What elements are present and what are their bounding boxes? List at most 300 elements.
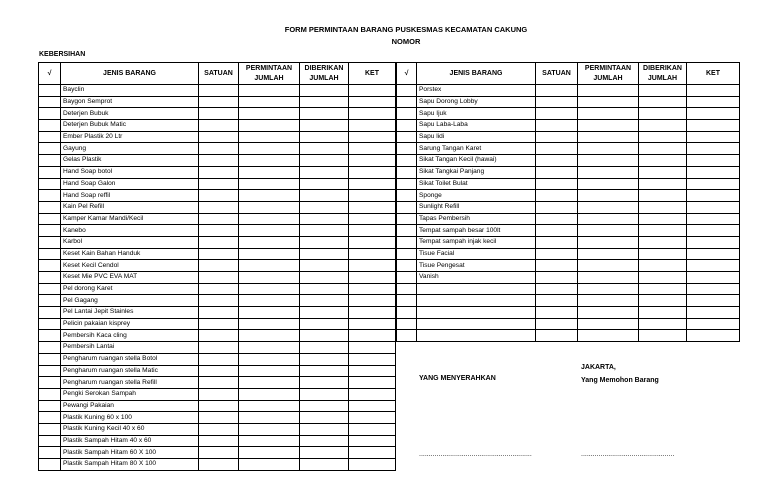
request-qty-cell bbox=[239, 459, 300, 471]
request-qty-cell bbox=[578, 307, 639, 319]
check-cell bbox=[39, 248, 61, 260]
unit-cell bbox=[536, 283, 578, 295]
unit-cell bbox=[199, 307, 239, 319]
request-qty-cell bbox=[578, 120, 639, 132]
given-qty-cell bbox=[300, 260, 349, 272]
given-header-line2: JUMLAH bbox=[647, 74, 678, 82]
note-cell bbox=[687, 201, 740, 213]
item-name: Keset Mie PVC EVA MAT bbox=[61, 272, 199, 284]
note-cell bbox=[687, 213, 740, 225]
request-qty-cell bbox=[239, 225, 300, 237]
request-qty-cell bbox=[239, 423, 300, 435]
item-name: Sikat Tangkai Panjang bbox=[417, 166, 536, 178]
request-qty-cell bbox=[578, 85, 639, 97]
table-row bbox=[397, 318, 740, 330]
item-name: Kanebo bbox=[61, 225, 199, 237]
given-qty-cell bbox=[300, 131, 349, 143]
table-row bbox=[397, 155, 740, 167]
item-name: Keset Kain Bahan Handuk bbox=[61, 248, 199, 260]
note-cell bbox=[349, 166, 396, 178]
request-qty-cell bbox=[578, 213, 639, 225]
request-qty-cell bbox=[239, 108, 300, 120]
unit-cell bbox=[199, 330, 239, 342]
table-row bbox=[397, 307, 740, 319]
note-cell bbox=[687, 96, 740, 108]
item-name: Hand Soap botol bbox=[61, 166, 199, 178]
item-name: Pembersih Lantai bbox=[61, 342, 199, 354]
unit-cell bbox=[199, 178, 239, 190]
item-name: Tempat sampah injak kecil bbox=[417, 236, 536, 248]
unit-cell bbox=[199, 260, 239, 272]
unit-cell bbox=[536, 272, 578, 284]
note-cell bbox=[349, 307, 396, 319]
table-row bbox=[39, 131, 396, 143]
note-cell bbox=[349, 330, 396, 342]
given-qty-cell bbox=[300, 120, 349, 132]
item-name: Pengharum ruangan stella Refill bbox=[61, 377, 199, 389]
note-cell bbox=[349, 423, 396, 435]
unit-cell bbox=[199, 213, 239, 225]
given-qty-cell bbox=[300, 143, 349, 155]
note-cell bbox=[687, 155, 740, 167]
table-row bbox=[39, 236, 396, 248]
given-qty-cell bbox=[300, 225, 349, 237]
table-row bbox=[397, 131, 740, 143]
request-qty-cell bbox=[578, 96, 639, 108]
item-name: Pewangi Pakaian bbox=[61, 400, 199, 412]
unit-cell bbox=[199, 120, 239, 132]
check-cell bbox=[39, 178, 61, 190]
given-qty-cell bbox=[300, 307, 349, 319]
note-cell bbox=[349, 155, 396, 167]
note-cell bbox=[349, 248, 396, 260]
note-cell bbox=[349, 365, 396, 377]
giver-signature-line: .......................................................... bbox=[419, 451, 532, 458]
given-qty-cell bbox=[300, 342, 349, 354]
unit-cell bbox=[199, 166, 239, 178]
unit-cell bbox=[199, 190, 239, 202]
note-cell bbox=[349, 120, 396, 132]
request-qty-cell bbox=[239, 412, 300, 424]
request-header-line1: PERMINTAAN bbox=[245, 64, 293, 72]
given-qty-cell bbox=[300, 190, 349, 202]
item-name: Kain Pel Refill bbox=[61, 201, 199, 213]
place-label: JAKARTA, bbox=[581, 364, 616, 371]
table-row bbox=[39, 295, 396, 307]
check-cell bbox=[39, 283, 61, 295]
unit-cell bbox=[536, 201, 578, 213]
note-cell bbox=[687, 295, 740, 307]
given-qty-cell bbox=[639, 190, 687, 202]
note-cell bbox=[687, 225, 740, 237]
item-name: Pel dorong Karet bbox=[61, 283, 199, 295]
unit-cell bbox=[199, 353, 239, 365]
request-qty-cell bbox=[239, 388, 300, 400]
check-cell bbox=[39, 377, 61, 389]
check-cell bbox=[39, 190, 61, 202]
item-name: Sikat Tangan Kecil (hawai) bbox=[417, 155, 536, 167]
request-qty-cell bbox=[239, 353, 300, 365]
check-cell bbox=[397, 96, 417, 108]
item-name: Tapas Pembersih bbox=[417, 213, 536, 225]
item-name: Hand Soap Galon bbox=[61, 178, 199, 190]
note-cell bbox=[349, 447, 396, 459]
table-row bbox=[397, 260, 740, 272]
note-cell bbox=[687, 260, 740, 272]
given-qty-cell bbox=[300, 236, 349, 248]
given-qty-cell bbox=[639, 178, 687, 190]
item-name bbox=[417, 307, 536, 319]
unit-cell bbox=[199, 248, 239, 260]
unit-cell bbox=[199, 435, 239, 447]
note-cell bbox=[349, 260, 396, 272]
given-qty-cell bbox=[300, 178, 349, 190]
item-name: Plastik Sampah Hitam 60 X 100 bbox=[61, 447, 199, 459]
request-qty-cell bbox=[239, 365, 300, 377]
table-row bbox=[39, 190, 396, 202]
check-cell bbox=[39, 120, 61, 132]
check-cell bbox=[397, 190, 417, 202]
check-cell bbox=[397, 295, 417, 307]
item-name: Deterjen Bubuk Matic bbox=[61, 120, 199, 132]
item-name: Sarung Tangan Karet bbox=[417, 143, 536, 155]
given-qty-cell bbox=[300, 108, 349, 120]
given-qty-cell bbox=[300, 295, 349, 307]
item-name: Pel Gagang bbox=[61, 295, 199, 307]
table-row bbox=[397, 108, 740, 120]
request-qty-cell bbox=[239, 342, 300, 354]
note-cell bbox=[349, 213, 396, 225]
item-name: Tempat sampah besar 100lt bbox=[417, 225, 536, 237]
request-qty-cell bbox=[578, 131, 639, 143]
unit-cell bbox=[536, 260, 578, 272]
given-qty-cell bbox=[300, 377, 349, 389]
given-qty-cell bbox=[639, 155, 687, 167]
table-row bbox=[39, 166, 396, 178]
request-qty-cell bbox=[239, 248, 300, 260]
request-qty-cell bbox=[239, 201, 300, 213]
item-name: Plastik Kuning 60 x 100 bbox=[61, 412, 199, 424]
given-qty-cell bbox=[639, 96, 687, 108]
given-qty-cell bbox=[639, 108, 687, 120]
unit-cell bbox=[199, 272, 239, 284]
table-row bbox=[397, 166, 740, 178]
request-qty-cell bbox=[239, 131, 300, 143]
unit-cell bbox=[199, 318, 239, 330]
check-cell bbox=[39, 365, 61, 377]
item-name: Pengharum ruangan stella Botol bbox=[61, 353, 199, 365]
table-row bbox=[39, 283, 396, 295]
check-cell bbox=[39, 166, 61, 178]
item-name bbox=[417, 318, 536, 330]
request-qty-cell bbox=[578, 201, 639, 213]
check-cell bbox=[39, 96, 61, 108]
request-qty-cell bbox=[239, 85, 300, 97]
request-qty-cell bbox=[578, 272, 639, 284]
unit-cell bbox=[199, 388, 239, 400]
unit-cell bbox=[536, 225, 578, 237]
request-qty-cell bbox=[239, 155, 300, 167]
given-qty-cell bbox=[639, 330, 687, 342]
table-row bbox=[39, 412, 396, 424]
request-qty-cell bbox=[239, 213, 300, 225]
request-qty-cell bbox=[239, 377, 300, 389]
unit-cell bbox=[199, 108, 239, 120]
request-qty-cell bbox=[578, 248, 639, 260]
note-cell bbox=[687, 272, 740, 284]
given-qty-cell bbox=[639, 85, 687, 97]
check-cell bbox=[39, 435, 61, 447]
unit-cell bbox=[536, 178, 578, 190]
unit-cell bbox=[199, 400, 239, 412]
note-cell bbox=[349, 342, 396, 354]
check-header: √ bbox=[397, 63, 417, 85]
note-header: KET bbox=[349, 63, 396, 85]
note-cell bbox=[349, 108, 396, 120]
given-qty-cell bbox=[300, 318, 349, 330]
request-qty-cell bbox=[578, 260, 639, 272]
given-qty-cell bbox=[300, 330, 349, 342]
unit-cell bbox=[536, 108, 578, 120]
unit-cell bbox=[199, 295, 239, 307]
note-cell bbox=[687, 108, 740, 120]
table-row bbox=[39, 96, 396, 108]
item-name: Pengharum ruangan stella Matic bbox=[61, 365, 199, 377]
given-qty-cell bbox=[300, 353, 349, 365]
item-header: JENIS BARANG bbox=[417, 63, 536, 85]
item-header: JENIS BARANG bbox=[61, 63, 199, 85]
given-qty-cell bbox=[300, 213, 349, 225]
check-cell bbox=[39, 131, 61, 143]
check-cell bbox=[39, 201, 61, 213]
request-qty-cell bbox=[239, 143, 300, 155]
form-number-label: NOMOR bbox=[391, 37, 421, 46]
check-cell bbox=[397, 236, 417, 248]
item-name: Gayung bbox=[61, 143, 199, 155]
table-row bbox=[39, 318, 396, 330]
unit-cell bbox=[199, 342, 239, 354]
item-name: Tisue Pengesat bbox=[417, 260, 536, 272]
item-name: Sapu Ijuk bbox=[417, 108, 536, 120]
table-row bbox=[397, 96, 740, 108]
note-cell bbox=[687, 330, 740, 342]
check-cell bbox=[397, 131, 417, 143]
item-name: Pel Lantai Jepit Stainles bbox=[61, 307, 199, 319]
unit-cell bbox=[199, 459, 239, 471]
table-row bbox=[39, 447, 396, 459]
request-qty-cell bbox=[239, 120, 300, 132]
check-cell bbox=[39, 236, 61, 248]
request-qty-cell bbox=[578, 283, 639, 295]
request-qty-cell bbox=[578, 330, 639, 342]
table-row bbox=[39, 120, 396, 132]
unit-cell bbox=[199, 377, 239, 389]
given-header-line1: DIBERIKAN bbox=[643, 64, 682, 72]
note-cell bbox=[349, 318, 396, 330]
item-name bbox=[417, 330, 536, 342]
unit-cell bbox=[536, 85, 578, 97]
check-cell bbox=[39, 330, 61, 342]
request-qty-cell bbox=[239, 318, 300, 330]
request-qty-cell bbox=[578, 166, 639, 178]
request-qty-cell bbox=[239, 447, 300, 459]
note-cell bbox=[687, 190, 740, 202]
check-cell bbox=[39, 260, 61, 272]
note-cell bbox=[349, 236, 396, 248]
request-qty-cell bbox=[239, 260, 300, 272]
item-name: Kamper Kamar Mandi/Kecil bbox=[61, 213, 199, 225]
note-cell bbox=[349, 283, 396, 295]
item-name: Karbol bbox=[61, 236, 199, 248]
check-cell bbox=[39, 213, 61, 225]
request-qty-cell bbox=[578, 295, 639, 307]
table-row bbox=[39, 423, 396, 435]
request-qty-cell bbox=[239, 330, 300, 342]
given-qty-cell bbox=[639, 283, 687, 295]
unit-cell bbox=[199, 412, 239, 424]
given-qty-cell bbox=[300, 283, 349, 295]
item-name: Sponge bbox=[417, 190, 536, 202]
given-header bbox=[300, 63, 349, 85]
table-row bbox=[39, 377, 396, 389]
note-cell bbox=[349, 201, 396, 213]
given-qty-cell bbox=[300, 459, 349, 471]
unit-cell bbox=[536, 120, 578, 132]
check-cell bbox=[39, 155, 61, 167]
item-name: Deterjen Bubuk bbox=[61, 108, 199, 120]
unit-cell bbox=[199, 85, 239, 97]
item-name bbox=[417, 295, 536, 307]
item-name: Sapu lidi bbox=[417, 131, 536, 143]
request-qty-cell bbox=[239, 272, 300, 284]
unit-cell bbox=[536, 330, 578, 342]
given-qty-cell bbox=[639, 236, 687, 248]
table-row bbox=[39, 143, 396, 155]
note-cell bbox=[349, 435, 396, 447]
check-cell bbox=[397, 201, 417, 213]
table-row bbox=[39, 85, 396, 97]
check-cell bbox=[39, 143, 61, 155]
table-row bbox=[397, 272, 740, 284]
given-qty-cell bbox=[639, 143, 687, 155]
check-cell bbox=[397, 283, 417, 295]
unit-header: SATUAN bbox=[199, 63, 239, 85]
unit-cell bbox=[536, 143, 578, 155]
item-name: Plastik Sampah Hitam 40 x 60 bbox=[61, 435, 199, 447]
table-row bbox=[39, 272, 396, 284]
table-row bbox=[397, 190, 740, 202]
given-qty-cell bbox=[639, 225, 687, 237]
table-row bbox=[397, 225, 740, 237]
table-row bbox=[39, 342, 396, 354]
check-cell bbox=[397, 85, 417, 97]
note-cell bbox=[349, 178, 396, 190]
table-row bbox=[397, 85, 740, 97]
request-qty-cell bbox=[239, 400, 300, 412]
check-cell bbox=[39, 400, 61, 412]
item-name: Bayclin bbox=[61, 85, 199, 97]
given-qty-cell bbox=[300, 272, 349, 284]
request-qty-cell bbox=[239, 295, 300, 307]
note-cell bbox=[349, 353, 396, 365]
item-name: Sunlight Refill bbox=[417, 201, 536, 213]
note-cell bbox=[687, 318, 740, 330]
check-cell bbox=[397, 318, 417, 330]
request-qty-cell bbox=[239, 435, 300, 447]
check-cell bbox=[39, 388, 61, 400]
request-qty-cell bbox=[239, 283, 300, 295]
given-header-line2: JUMLAH bbox=[309, 74, 339, 82]
note-cell bbox=[349, 225, 396, 237]
given-qty-cell bbox=[300, 447, 349, 459]
check-cell bbox=[397, 248, 417, 260]
table-row bbox=[39, 435, 396, 447]
request-qty-cell bbox=[578, 236, 639, 248]
item-name bbox=[417, 283, 536, 295]
note-cell bbox=[349, 400, 396, 412]
item-name: Pelicin pakaian kisprey bbox=[61, 318, 199, 330]
item-name: Tisue Facial bbox=[417, 248, 536, 260]
item-name: Hand Soap reffil bbox=[61, 190, 199, 202]
request-qty-cell bbox=[239, 178, 300, 190]
unit-cell bbox=[536, 248, 578, 260]
request-qty-cell bbox=[578, 178, 639, 190]
check-cell bbox=[397, 166, 417, 178]
unit-cell bbox=[536, 295, 578, 307]
given-qty-cell bbox=[300, 412, 349, 424]
item-name: Baygon Semprot bbox=[61, 96, 199, 108]
item-name: Sikat Toilet Bulat bbox=[417, 178, 536, 190]
check-cell bbox=[397, 330, 417, 342]
request-qty-cell bbox=[239, 166, 300, 178]
request-qty-cell bbox=[578, 190, 639, 202]
table-row bbox=[397, 178, 740, 190]
given-qty-cell bbox=[639, 166, 687, 178]
check-cell bbox=[397, 272, 417, 284]
giver-label: YANG MENYERAHKAN bbox=[419, 375, 496, 382]
check-cell bbox=[39, 225, 61, 237]
unit-cell bbox=[199, 225, 239, 237]
request-header bbox=[578, 63, 639, 85]
request-header-line1: PERMINTAAN bbox=[584, 64, 632, 72]
unit-cell bbox=[536, 96, 578, 108]
given-qty-cell bbox=[639, 295, 687, 307]
table-row bbox=[39, 213, 396, 225]
note-cell bbox=[349, 388, 396, 400]
unit-cell bbox=[536, 236, 578, 248]
unit-cell bbox=[199, 423, 239, 435]
check-cell bbox=[39, 447, 61, 459]
given-header bbox=[639, 63, 687, 85]
request-header bbox=[239, 63, 300, 85]
note-cell bbox=[349, 85, 396, 97]
item-name: Ember Plastik 20 Ltr bbox=[61, 131, 199, 143]
section-label: KEBERSIHAN bbox=[39, 51, 86, 58]
given-qty-cell bbox=[639, 201, 687, 213]
unit-cell bbox=[199, 365, 239, 377]
table-row bbox=[39, 388, 396, 400]
check-cell bbox=[39, 318, 61, 330]
table-row bbox=[39, 225, 396, 237]
item-name: Pembersih Kaca cling bbox=[61, 330, 199, 342]
table-row bbox=[39, 260, 396, 272]
unit-cell bbox=[536, 155, 578, 167]
check-cell bbox=[397, 155, 417, 167]
check-header: √ bbox=[39, 63, 61, 85]
request-qty-cell bbox=[578, 225, 639, 237]
note-cell bbox=[349, 131, 396, 143]
given-qty-cell bbox=[300, 435, 349, 447]
